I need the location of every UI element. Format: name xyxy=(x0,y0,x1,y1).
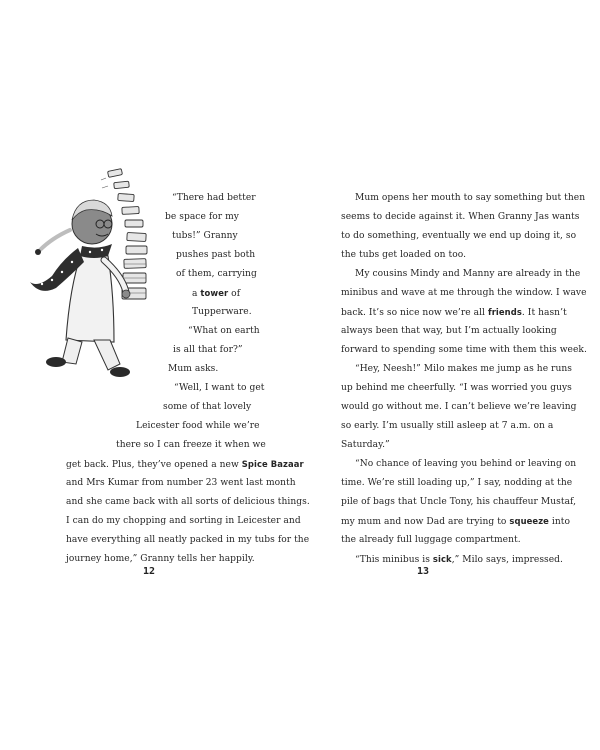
text-line xyxy=(188,325,260,337)
highlighted-word: sick xyxy=(432,554,452,564)
text-span: there so I can freeze it when we xyxy=(116,440,266,450)
text-span: and Mrs Kumar from number 23 went last month xyxy=(66,478,296,488)
text-span: some of that lovely xyxy=(163,402,252,412)
granny-carrying-tupperware-illustration xyxy=(22,164,174,396)
text-span: to do something, eventually we end up doing it, so xyxy=(341,231,577,241)
text-line xyxy=(341,477,572,489)
text-span: Leicester food while we’re xyxy=(136,421,260,431)
text-line xyxy=(341,249,466,261)
text-line xyxy=(341,382,572,394)
text-span: of xyxy=(228,289,241,299)
highlighted-word: tower xyxy=(200,288,229,298)
text-span: would go without me. I can’t believe we’re leaving xyxy=(341,402,577,412)
text-span: my mum and now Dad are trying to xyxy=(341,517,510,527)
highlighted-word: Spice Bazaar xyxy=(241,459,304,469)
text-span: ,” Milo says, impressed. xyxy=(451,555,563,565)
text-span: Tupperware. xyxy=(192,307,252,317)
page-number-12: 12 xyxy=(143,566,156,577)
text-line xyxy=(116,439,266,451)
text-span: “There had better xyxy=(172,193,256,203)
text-line xyxy=(173,344,243,356)
text-line xyxy=(341,496,576,508)
text-line xyxy=(341,306,567,319)
highlighted-word: squeeze xyxy=(509,516,549,526)
text-span: “Well, I want to get xyxy=(174,383,265,393)
page-number-13: 13 xyxy=(417,566,430,577)
text-span: up behind me cheerfully. “I was worried you guys xyxy=(341,383,572,393)
text-span: “What on earth xyxy=(188,326,260,336)
highlighted-word: friends xyxy=(487,307,522,317)
text-line xyxy=(341,420,553,432)
text-line xyxy=(355,363,572,375)
text-line xyxy=(341,344,587,356)
text-line xyxy=(66,458,304,471)
text-line xyxy=(192,306,252,318)
text-line xyxy=(174,382,264,394)
text-span: back. It’s so nice now we’re all xyxy=(341,308,488,318)
text-line xyxy=(355,553,563,566)
text-line xyxy=(168,363,218,375)
text-span: time. We’re still loading up,” I say, nodding at the xyxy=(341,478,573,488)
text-span: of them, carrying xyxy=(176,269,257,279)
text-span: Mum opens her mouth to say something but then xyxy=(355,193,586,203)
text-span: My cousins Mindy and Manny are already in the xyxy=(355,269,581,279)
text-span: have everything all neatly packed in my tubs for the xyxy=(66,535,310,545)
text-span: is all that for?” xyxy=(173,345,243,355)
text-line xyxy=(66,496,310,508)
text-line xyxy=(66,534,309,546)
text-line xyxy=(176,268,257,280)
text-line xyxy=(165,211,239,223)
text-span: into xyxy=(548,517,571,527)
text-span: so early. I’m usually still asleep at 7 a.m. on a xyxy=(341,421,554,431)
text-span: minibus and wave at me through the window. I wave xyxy=(341,288,587,298)
text-span: seems to decide against it. When Granny Jas wants xyxy=(341,212,580,222)
text-span: always been that way, but I’m actually looking xyxy=(341,326,557,336)
text-span: journey home,” Granny tells her happily. xyxy=(66,554,255,564)
text-span: Saturday.” xyxy=(341,440,390,450)
text-span: pile of bags that Uncle Tony, his chauffeur Mustaf, xyxy=(341,497,577,507)
text-line xyxy=(341,534,521,546)
text-line xyxy=(341,211,579,223)
text-span: the already full luggage compartment. xyxy=(341,535,521,545)
text-line xyxy=(66,477,296,489)
page-13 xyxy=(300,0,600,750)
text-line xyxy=(341,439,390,451)
text-span: a xyxy=(192,289,201,299)
text-span: I can do my chopping and sorting in Leicester and xyxy=(66,516,301,526)
text-span: and she came back with all sorts of delicious things. xyxy=(66,497,310,507)
text-span: “This minibus is xyxy=(355,555,433,565)
text-line xyxy=(163,401,251,413)
text-line xyxy=(355,268,580,280)
text-line xyxy=(341,287,587,299)
text-span: “No chance of leaving you behind or leaving on xyxy=(355,459,577,469)
text-line xyxy=(66,553,255,565)
text-span: “Hey, Neesh!” Milo makes me jump as he runs xyxy=(355,364,572,374)
text-line xyxy=(172,230,238,242)
text-span: be space for my xyxy=(165,212,239,222)
text-line xyxy=(355,192,585,204)
text-line xyxy=(341,515,570,528)
text-line xyxy=(355,458,576,470)
text-line xyxy=(136,420,260,432)
text-line xyxy=(341,325,557,337)
text-line xyxy=(341,230,576,242)
text-span: get back. Plus, they’ve opened a new xyxy=(66,460,242,470)
text-span: tubs!” Granny xyxy=(172,231,238,241)
text-span: the tubs get loaded on too. xyxy=(341,250,467,260)
text-span: forward to spending some time with them this week. xyxy=(341,345,587,355)
text-line xyxy=(172,192,256,204)
text-span: . It hasn’t xyxy=(521,308,567,318)
text-line xyxy=(341,401,577,413)
text-span: Mum asks. xyxy=(168,364,219,374)
text-span: pushes past both xyxy=(176,250,256,260)
text-line xyxy=(176,249,255,261)
text-line xyxy=(66,515,301,527)
text-line xyxy=(192,287,240,300)
